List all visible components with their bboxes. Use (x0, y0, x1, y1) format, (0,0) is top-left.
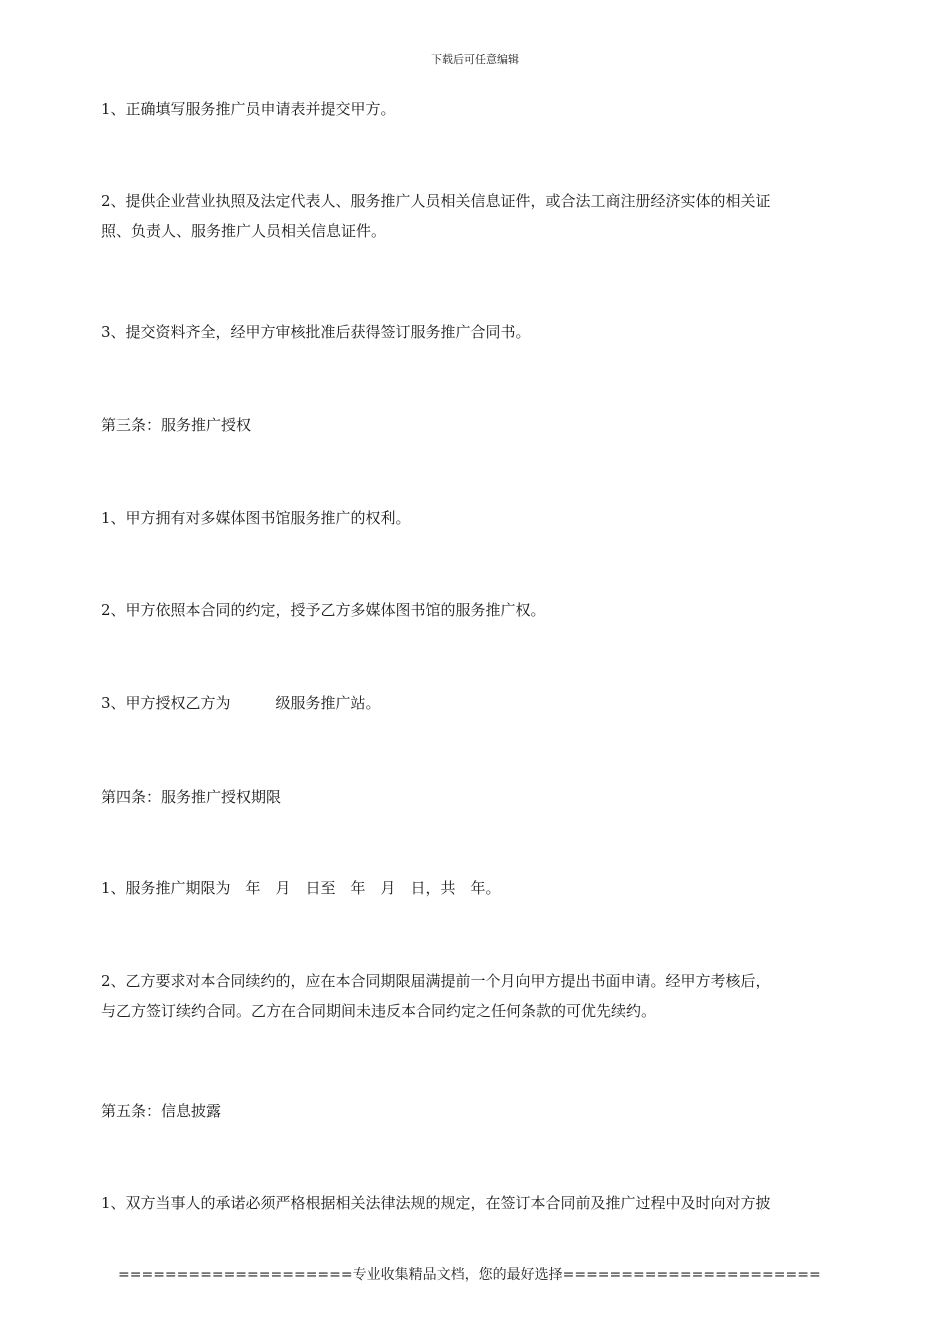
paragraph-line: 1、甲方拥有对多媒体图书馆服务推广的权利。 (101, 509, 411, 527)
paragraph-line: 2、提供企业营业执照及法定代表人、服务推广人员相关信息证件，或合法工商注册经济实体的相关证 (101, 192, 771, 210)
paragraph-6 (101, 688, 866, 718)
paragraph-line: 3、甲方授权乙方为 级服务推广站。 (101, 694, 381, 712)
paragraph-2 (101, 186, 866, 246)
section-heading-line: 第四条：服务推广授权期限 (101, 788, 282, 806)
paragraph-line: 1、服务推广期限为 年 月 日至 年 月 日，共 年。 (101, 879, 501, 897)
paragraph-3 (101, 317, 866, 347)
paragraph-9 (101, 1188, 866, 1218)
paragraph-line: 3、提交资料齐全，经甲方审核批准后获得签订服务推广合同书。 (101, 323, 531, 341)
paragraph-8 (101, 966, 866, 1026)
section-heading-3 (101, 410, 866, 440)
paragraph-line: 2、乙方要求对本合同续约的，应在本合同期限届满提前一个月向甲方提出书面申请。经甲方考核后， (101, 972, 771, 990)
paragraph-7 (101, 873, 866, 903)
paragraph-line: 照、负责人、服务推广人员相关信息证件。 (101, 222, 387, 240)
section-heading-line: 第五条：信息披露 (101, 1102, 222, 1120)
page-header: 下载后可任意编辑 (431, 53, 519, 66)
paragraph-1 (101, 94, 866, 124)
paragraph-4 (101, 503, 866, 533)
section-heading-5 (101, 1096, 866, 1126)
paragraph-line: 1、正确填写服务推广员申请表并提交甲方。 (101, 100, 396, 118)
paragraph-line: 1、双方当事人的承诺必须严格根据相关法律法规的规定，在签订本合同前及推广过程中及时向对方披 (101, 1194, 771, 1212)
paragraph-5 (101, 595, 866, 625)
paragraph-line: 与乙方签订续约合同。乙方在合同期间未违反本合同约定之任何条款的可优先续约。 (101, 1002, 657, 1020)
section-heading-4 (101, 782, 866, 812)
paragraph-line: 2、甲方依照本合同的约定，授予乙方多媒体图书馆的服务推广权。 (101, 601, 546, 619)
section-heading-line: 第三条：服务推广授权 (101, 416, 252, 434)
page-footer: ====================专业收集精品文档，您的最好选择====================== (118, 1267, 821, 1283)
